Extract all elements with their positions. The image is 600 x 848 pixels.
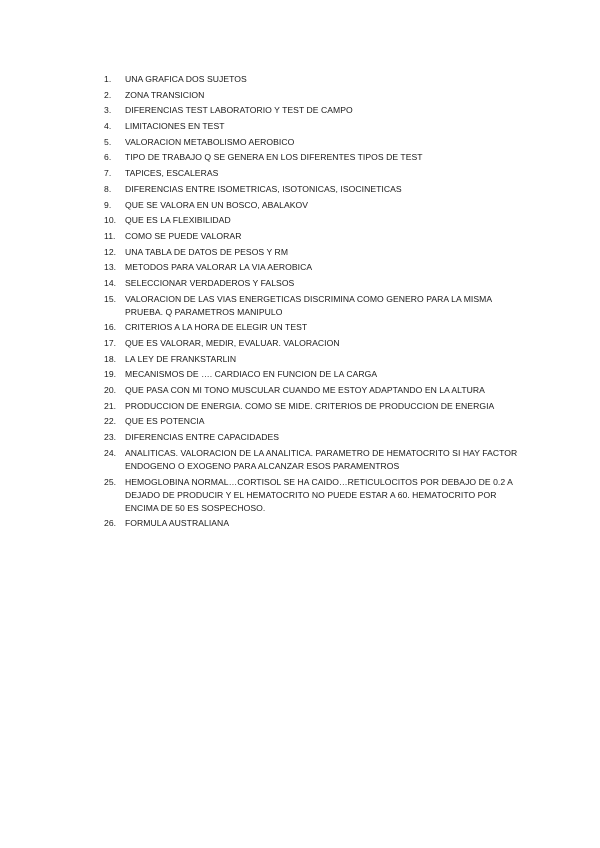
item-text: QUE ES LA FLEXIBILIDAD <box>125 215 231 226</box>
list-item <box>104 246 524 259</box>
list-item <box>104 73 524 86</box>
item-number: 9. <box>104 199 112 210</box>
item-text: COMO SE PUEDE VALORAR <box>125 230 242 241</box>
list-item <box>104 353 524 366</box>
item-number: 8. <box>104 183 112 194</box>
item-number: 10. <box>104 215 117 226</box>
item-text: UNA TABLA DE DATOS DE PESOS Y RM <box>125 246 289 257</box>
list-item <box>104 214 524 227</box>
item-text: LA LEY DE FRANKSTARLIN <box>125 353 237 364</box>
question-list <box>104 73 524 533</box>
list-item <box>104 321 524 334</box>
item-number: 1. <box>104 74 112 84</box>
item-number: 24. <box>104 447 117 458</box>
list-item <box>104 151 524 164</box>
item-number: 3. <box>104 105 112 116</box>
item-text: PRODUCCION DE ENERGIA. COMO SE MIDE. CRITERIOS DE PRODUCCION DE ENERGIA <box>125 400 495 411</box>
item-number: 19. <box>104 369 117 380</box>
item-text: DIFERENCIAS TEST LABORATORIO Y TEST DE CAMPO <box>125 105 353 116</box>
item-text: METODOS PARA VALORAR LA VIA AEROBICA <box>125 262 313 273</box>
list-item <box>104 89 524 102</box>
list-item <box>104 368 524 381</box>
item-text: DIFERENCIAS ENTRE CAPACIDADES <box>125 432 280 443</box>
item-text: QUE SE VALORA EN UN BOSCO, ABALAKOV <box>125 199 309 210</box>
item-number: 15. <box>104 293 117 304</box>
item-number: 23. <box>104 432 117 443</box>
item-number: 6. <box>104 152 112 163</box>
list-item <box>104 337 524 350</box>
item-number: 26. <box>104 518 117 529</box>
item-number: 5. <box>104 136 112 147</box>
item-text: DIFERENCIAS ENTRE ISOMETRICAS, ISOTONICAS, ISOCINETICAS <box>125 183 402 194</box>
item-text: SELECCIONAR VERDADEROS Y FALSOS <box>125 277 295 288</box>
list-item <box>104 120 524 133</box>
item-text: CRITERIOS A LA HORA DE ELEGIR UN TEST <box>125 322 308 333</box>
item-number: 25. <box>104 476 117 487</box>
item-text: VALORACION METABOLISMO AEROBICO <box>125 136 295 147</box>
item-number: 20. <box>104 385 117 396</box>
list-item <box>104 293 524 319</box>
list-item <box>104 136 524 149</box>
item-text: ZONA TRANSICION <box>125 89 205 100</box>
item-number: 12. <box>104 246 117 257</box>
item-text: FORMULA AUSTRALIANA <box>125 518 230 529</box>
item-text: UNA GRAFICA DOS SUJETOS <box>125 74 247 84</box>
item-number: 18. <box>104 353 117 364</box>
list-item <box>104 415 524 428</box>
item-text: TIPO DE TRABAJO Q SE GENERA EN LOS DIFERENTES TIPOS DE TEST <box>125 152 423 163</box>
item-text: QUE ES POTENCIA <box>125 416 205 427</box>
item-number: 14. <box>104 277 117 288</box>
item-number: 21. <box>104 400 117 411</box>
list-item <box>104 400 524 413</box>
item-number: 16. <box>104 322 117 333</box>
item-text: QUE ES VALORAR, MEDIR, EVALUAR. VALORACION <box>125 338 340 348</box>
item-number: 13. <box>104 262 117 273</box>
item-number: 17. <box>104 338 117 348</box>
list-item <box>104 199 524 212</box>
item-text: QUE PASA CON MI TONO MUSCULAR CUANDO ME ESTOY ADAPTANDO EN LA ALTURA <box>125 385 485 396</box>
list-item <box>104 230 524 243</box>
item-number: 22. <box>104 416 117 427</box>
list-item <box>104 431 524 444</box>
item-text: VALORACION DE LAS VIAS ENERGETICAS DISCRIMINA COMO GENERO PARA LA MISMA PRUEBA. Q PARAMETROS MANIPULO <box>125 293 492 317</box>
list-item <box>104 447 524 473</box>
item-text: HEMOGLOBINA NORMAL…CORTISOL SE HA CAIDO…RETICULOCITOS POR DEBAJO DE 0.2 A DEJADO DE PRODUCIR Y EL HEMATOCRITO NO PUEDE ESTAR A 60. HEMATOCRITO POR ENCIMA DE 50 ES SOSPECHOSO. <box>125 476 513 513</box>
item-number: 7. <box>104 168 112 179</box>
item-number: 2. <box>104 89 112 100</box>
list-item <box>104 517 524 530</box>
list-item <box>104 277 524 290</box>
item-number: 4. <box>104 121 112 132</box>
list-item <box>104 476 524 515</box>
item-number: 11. <box>104 230 116 241</box>
list-item <box>104 104 524 117</box>
list-item <box>104 384 524 397</box>
item-text: MECANISMOS DE …. CARDIACO EN FUNCION DE LA CARGA <box>125 369 378 380</box>
list-item <box>104 261 524 274</box>
item-text: LIMITACIONES EN TEST <box>125 121 225 132</box>
list-item <box>104 183 524 196</box>
item-text: TAPICES, ESCALERAS <box>125 168 219 179</box>
item-text: ANALITICAS. VALORACION DE LA ANALITICA. PARAMETRO DE HEMATOCRITO SI HAY FACTOR ENDOGENO O EXOGENO PARA ALCANZAR ESOS PARAMENTROS <box>125 447 518 471</box>
list-item <box>104 167 524 180</box>
